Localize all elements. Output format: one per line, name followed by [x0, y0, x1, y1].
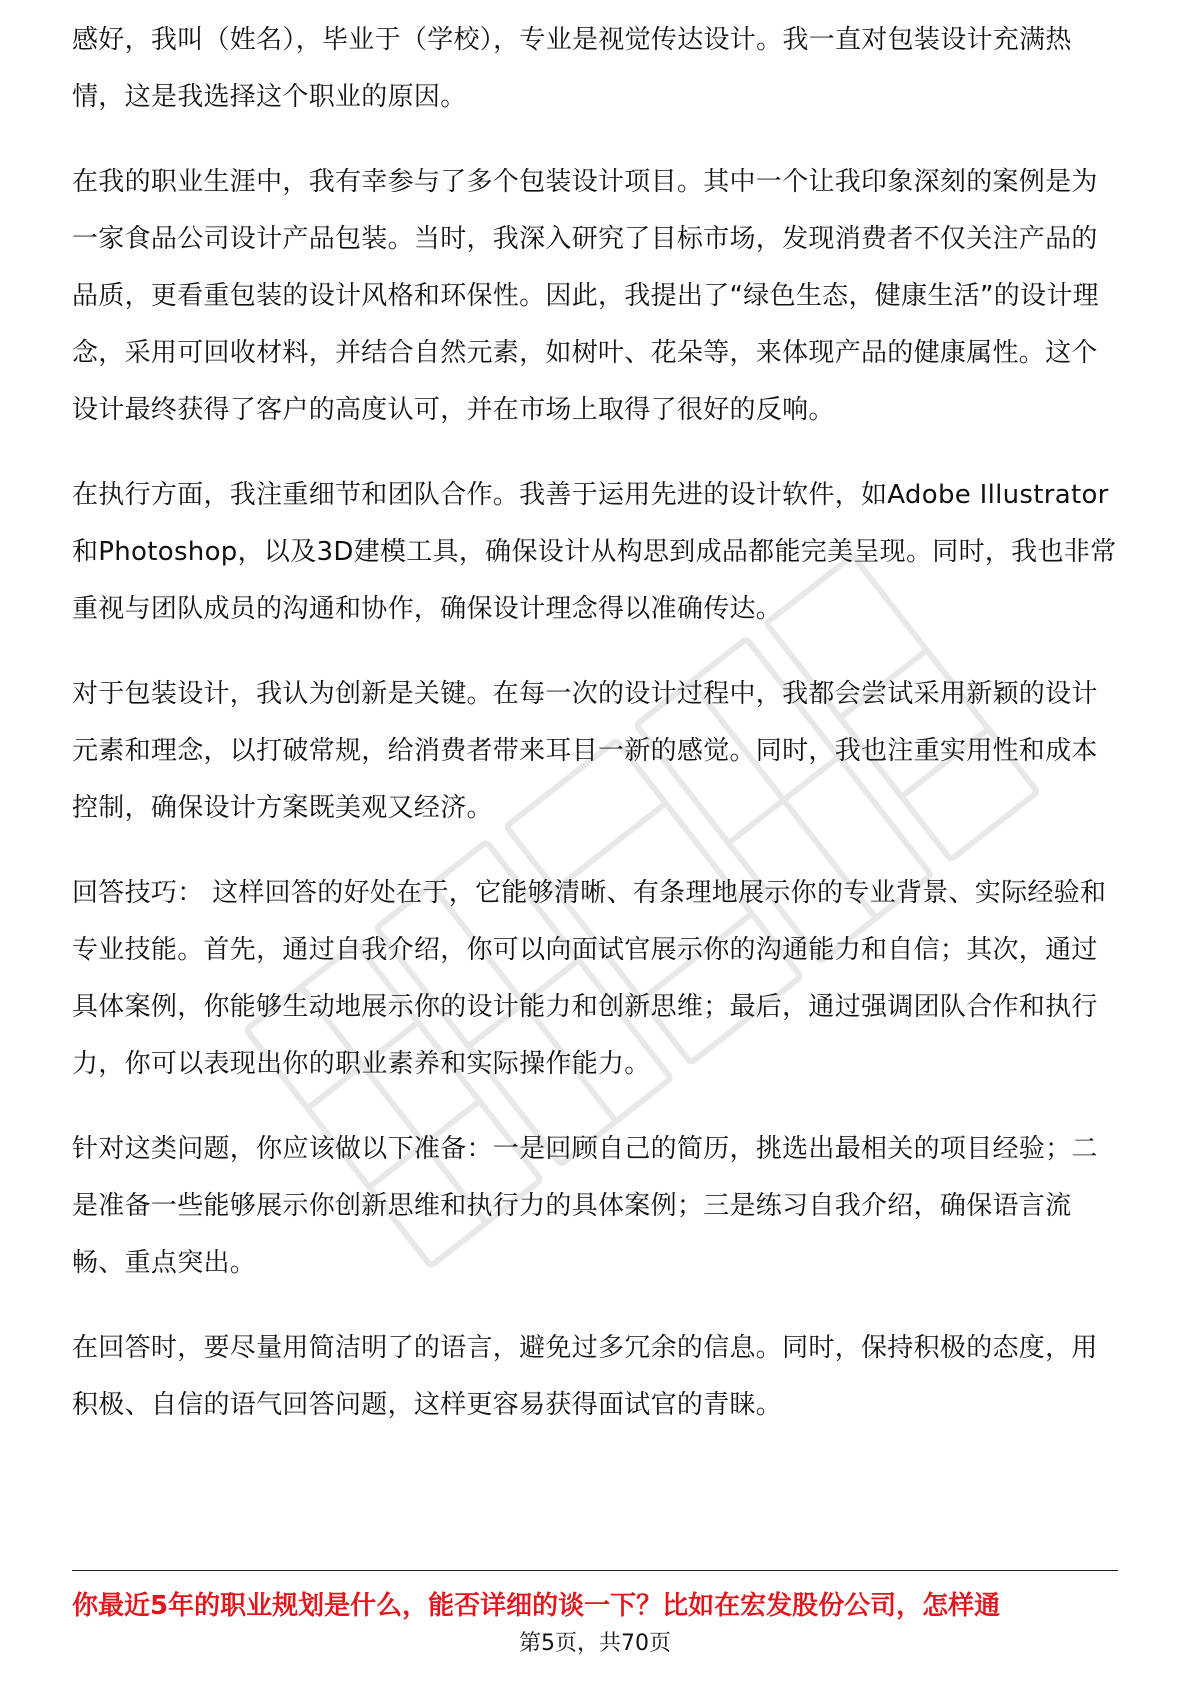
paragraph-preparation: 针对这类问题，你应该做以下准备：一是回顾自己的简历，挑选出最相关的项目经验；二是准备一些能够展示你创新思维和执行力的具体案例；三是练习自我介绍，确保语言流畅、重点突出。: [72, 1134, 1098, 1278]
next-question-heading: 你最近5年的职业规划是什么，能否详细的谈一下？比如在宏发股份公司，怎样通: [72, 1591, 1001, 1621]
paragraph-answering: 在回答时，要尽量用简洁明了的语言，避免过多冗余的信息。同时，保持积极的态度，用积极、自信的语气回答问题，这样更容易获得面试官的青睐。: [72, 1333, 1098, 1420]
paragraph-case: 在我的职业生涯中，我有幸参与了多个包装设计项目。其中一个让我印象深刻的案例是为一家食品公司设计产品包装。当时，我深入研究了目标市场，发现消费者不仅关注产品的品质，更看重包装的设计风格和环保性。因此，我提出了“绿色生态，健康生活”的设计理念，采用可回收材料，并结合自然元素，如树叶、花朵等，来体现产品的健康属性。这个设计最终获得了客户的高度认可，并在市场上取得了很好的反响。: [72, 167, 1099, 425]
paragraph-innovation: 对于包装设计，我认为创新是关键。在每一次的设计过程中，我都会尝试采用新颖的设计元素和理念，以打破常规，给消费者带来耳目一新的感觉。同时，我也注重实用性和成本控制，确保设计方案既美观又经济。: [72, 679, 1098, 823]
page-number: 第5页，共70页: [519, 1631, 671, 1656]
paragraph-execution: 在执行方面，我注重细节和团队合作。我善于运用先进的设计软件，如Adobe Illustrator和Photoshop，以及3D建模工具，确保设计从构思到成品都能完美呈现。同时，我也非常重视与团队成员的沟通和协作，确保设计理念得以准确传达。: [72, 480, 1117, 624]
document-body: [72, 20, 1118, 1462]
section-divider: [72, 1570, 1118, 1571]
paragraph-answer-tips: 回答技巧： 这样回答的好处在于，它能够清晰、有条理地展示你的专业背景、实际经验和专业技能。首先，通过自我介绍，你可以向面试官展示你的沟通能力和自信；其次，通过具体案例，你能够生动地展示你的设计能力和创新思维；最后，通过强调团队合作和执行力，你可以表现出你的职业素养和实际操作能力。: [72, 878, 1107, 1079]
paragraph-intro: 感好，我叫（姓名），毕业于（学校），专业是视觉传达设计。我一直对包装设计充满热情，这是我选择这个职业的原因。: [72, 25, 1072, 112]
